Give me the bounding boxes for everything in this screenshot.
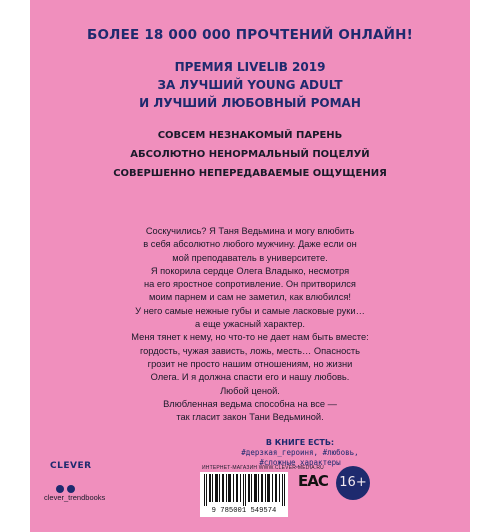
blurb-line: Олега. И я должна спасти его и нашу любовь.	[150, 372, 350, 383]
barcode-icon	[200, 472, 288, 506]
age-rating-badge: 16+	[336, 466, 370, 500]
store-url: ИНТЕРНЕТ-МАГАЗИН WWW.CLEVER-MEDIA.RU	[202, 465, 324, 471]
blurb-line: Соскучились? Я Таня Ведьмина и могу влюбить	[145, 226, 355, 236]
blurb-text	[100, 225, 400, 424]
blurb-line: Влюбленная ведьма способна на все —	[163, 398, 337, 409]
tagline-line: СОВСЕМ НЕЗНАКОМЫЙ ПАРЕНЬ	[157, 130, 343, 141]
hashtags-line: #дерзкая_героиня, #любовь,	[241, 448, 359, 457]
social-icons	[56, 480, 96, 490]
blurb-line: моим парнем и сам не заметил, как влюбился!	[149, 292, 351, 303]
blurb-line: Я покорила сердце Олега Владыко, несмотря	[150, 265, 350, 276]
isbn-number: 9 785001 549574	[200, 506, 288, 517]
eac-mark: ЕАС	[298, 472, 328, 490]
blurb-line: У него самые нежные губы и самые ласковые руки…	[135, 305, 365, 316]
blurb-line: грозит не просто нашим отношениям, но жизни	[147, 358, 353, 369]
blurb-line: мой преподаватель в университете.	[172, 252, 328, 263]
blurb-line: Меня тянет к нему, но что-то не дает нам быть вместе:	[131, 332, 369, 343]
book-hashtags	[190, 438, 410, 468]
book-back-cover	[30, 0, 470, 532]
book-has-title: В КНИГЕ ЕСТЬ:	[265, 438, 335, 447]
blurb-line: так гласит закон Тани Ведьминой.	[176, 412, 324, 423]
award-block	[30, 58, 470, 112]
award-line: И ЛУЧШИЙ ЛЮБОВНЫЙ РОМАН	[139, 96, 361, 110]
blurb-line: на его яростное сопротивление. Он притворился	[144, 279, 356, 290]
headline: БОЛЕЕ 18 000 000 ПРОЧТЕНИЙ ОНЛАЙН!	[87, 27, 413, 43]
award-line: ПРЕМИЯ LIVELIB 2019	[174, 60, 326, 74]
award-line: ЗА ЛУЧШИЙ YOUNG ADULT	[157, 78, 343, 92]
blurb-line: Любой ценой.	[220, 385, 280, 396]
tagline-line: АБСОЛЮТНО НЕНОРМАЛЬНЫЙ ПОЦЕЛУЙ	[130, 149, 370, 160]
tagline-block	[30, 126, 470, 183]
blurb-line: а еще ужасный характер.	[195, 319, 305, 330]
vk-icon	[56, 485, 64, 493]
blurb-line: гордость, чужая зависть, ложь, месть… Опасность	[139, 345, 361, 356]
tagline-line: СОВЕРШЕННО НЕПЕРЕДАВАЕМЫЕ ОЩУЩЕНИЯ	[113, 168, 387, 179]
hashtags-line: #сложные_характеры	[259, 458, 341, 467]
social-handle: clever_trendbooks	[44, 493, 106, 502]
publisher-logo: CLEVER	[50, 461, 92, 471]
instagram-icon	[67, 485, 75, 493]
blurb-line: в себя абсолютно любого мужчину. Даже если он	[143, 239, 357, 250]
